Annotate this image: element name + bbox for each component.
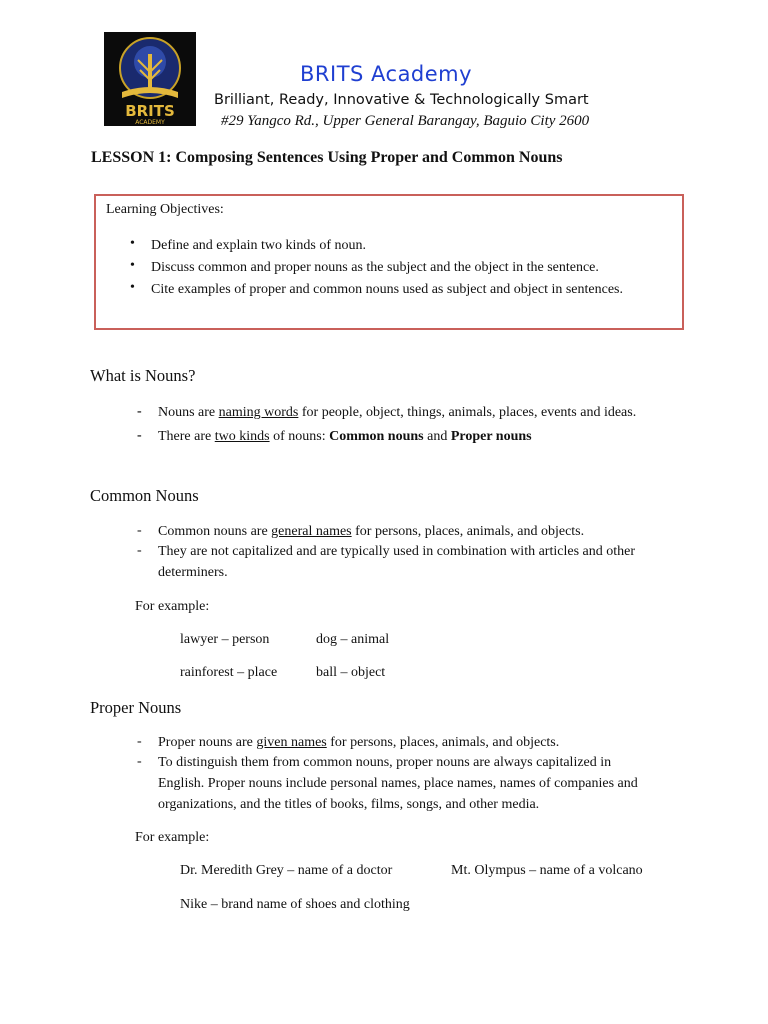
underlined-term: given names — [256, 735, 327, 750]
common-capitalization-line: They are not capitalized and are typically used in combination with articles and other — [158, 544, 635, 559]
nouns-definition-line: Nouns are naming words for people, object, things, animals, places, events and ideas. — [158, 405, 637, 420]
example-label: For example: — [135, 599, 210, 614]
example-item: rainforest – place — [180, 665, 278, 680]
underlined-term: naming words — [218, 405, 299, 420]
dash-marker: - — [137, 404, 142, 419]
example-item: dog – animal — [316, 632, 390, 647]
section-heading-common-nouns: Common Nouns — [90, 486, 199, 505]
proper-capitalization-line-cont: organizations, and the titles of books, films, songs, and other media. — [158, 797, 540, 812]
proper-definition-line: Proper nouns are given names for persons, places, animals, and objects. — [158, 735, 560, 750]
section-heading-what-is-nouns: What is Nouns? — [90, 366, 196, 385]
section-heading-proper-nouns: Proper Nouns — [90, 698, 182, 717]
logo-subtext: ACADEMY — [135, 119, 165, 126]
bullet-icon: • — [130, 236, 135, 251]
objective-item: Discuss common and proper nouns as the subject and the object in the sentence. — [151, 260, 599, 275]
nouns-kinds-line: There are two kinds of nouns: Common nouns and Proper nouns — [158, 429, 532, 444]
example-item: Dr. Meredith Grey – name of a doctor — [180, 863, 393, 878]
dash-marker: - — [137, 543, 142, 558]
dash-marker: - — [137, 428, 142, 443]
underlined-term: general names — [271, 524, 352, 539]
example-item: Nike – brand name of shoes and clothing — [180, 897, 410, 912]
logo-wordmark: BRITS — [125, 102, 175, 120]
bullet-icon: • — [130, 258, 135, 273]
example-item: Mt. Olympus – name of a volcano — [451, 863, 643, 878]
school-motto: Brilliant, Ready, Innovative & Technologically Smart — [214, 92, 589, 108]
dash-marker: - — [137, 734, 142, 749]
school-address: #29 Yangco Rd., Upper General Barangay, Baguio City 2600 — [221, 113, 590, 129]
school-logo — [104, 32, 196, 126]
objective-item: Cite examples of proper and common nouns used as subject and object in sentences. — [151, 282, 623, 297]
example-label: For example: — [135, 830, 210, 845]
dash-marker: - — [137, 523, 142, 538]
common-capitalization-line-cont: determiners. — [158, 565, 228, 580]
underlined-term: two kinds — [214, 429, 270, 444]
school-logo-emblem — [104, 32, 196, 126]
proper-capitalization-line: To distinguish them from common nouns, proper nouns are always capitalized in — [158, 755, 612, 770]
proper-capitalization-line-cont: English. Proper nouns include personal names, place names, names of companies and — [158, 776, 638, 791]
dash-marker: - — [137, 754, 142, 769]
school-name: BRITS Academy — [300, 62, 473, 86]
example-item: lawyer – person — [180, 632, 270, 647]
objective-item: Define and explain two kinds of noun. — [151, 238, 367, 253]
objectives-heading: Learning Objectives: — [106, 202, 224, 217]
lesson-title: LESSON 1: Composing Sentences Using Proper and Common Nouns — [91, 149, 563, 166]
common-definition-line: Common nouns are general names for persons, places, animals, and objects. — [158, 524, 585, 539]
example-item: ball – object — [316, 665, 386, 680]
bullet-icon: • — [130, 280, 135, 295]
